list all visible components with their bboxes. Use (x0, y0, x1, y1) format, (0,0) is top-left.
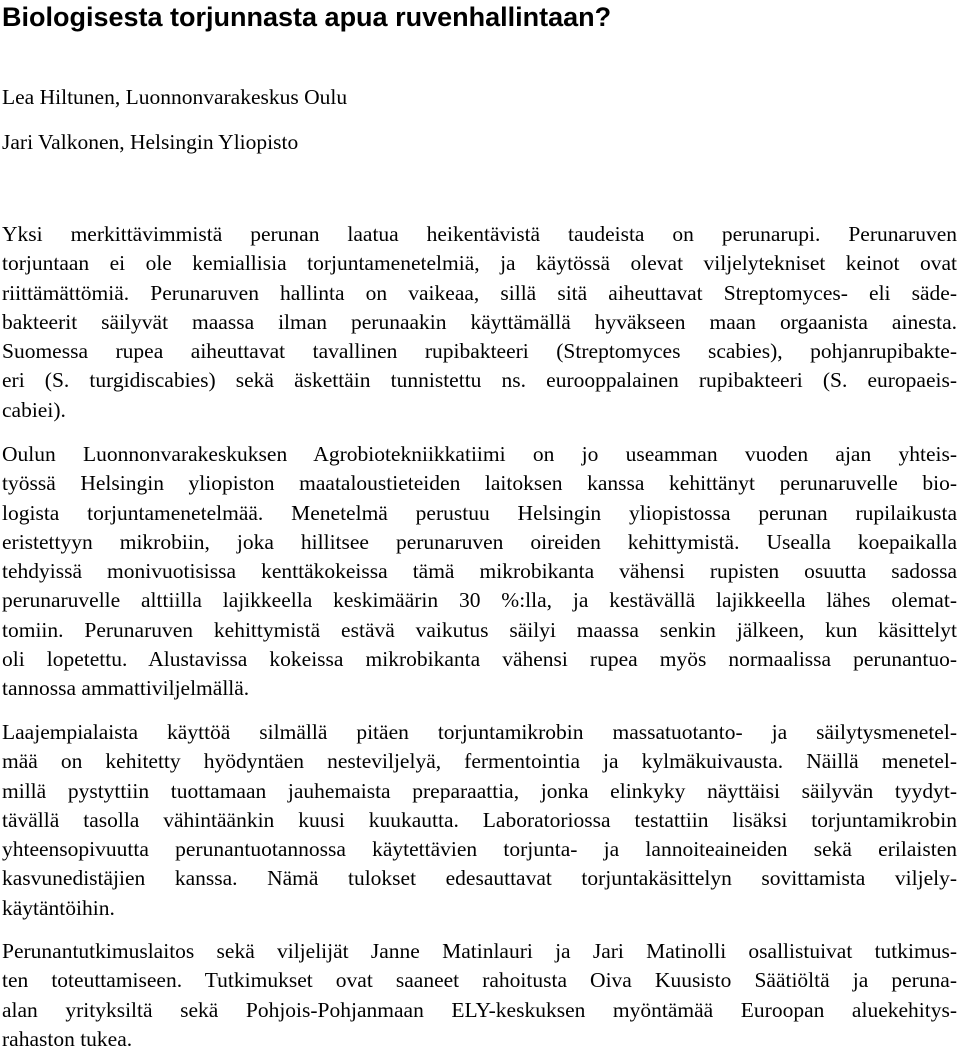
text-line: mää on kehitetty hyödyntäen nesteviljelyä, fermentointia ja kylmäkuivausta. Näillä menetel- (2, 749, 957, 774)
author-line-1: Lea Hiltunen, Luonnonvarakeskus Oulu (2, 85, 348, 109)
paragraph-intro (2, 220, 957, 425)
paragraph-production (2, 718, 957, 923)
text-line: millä pystyttiin tuottamaan jauhemaista preparaattia, jonka elinkyky näyttäisi säilyvän tyydyt- (2, 778, 957, 803)
text-line: eristettyyn mikrobiin, joka hillitsee perunaruven oireiden kehittymistä. Usealla koepaikalla (2, 529, 957, 554)
text-line: riittämättömiä. Perunaruven hallinta on vaikeaa, sillä sitä aiheuttavat Streptomyces- eli säde- (2, 280, 957, 305)
text-line: ten toteuttamiseen. Tutkimukset ovat saaneet rahoitusta Oiva Kuusisto Säätiöltä ja peruna- (2, 968, 957, 993)
text-line: tehdyissä monivuotisissa kenttäkokeissa tämä mikrobikanta vähensi rupisten osuutta sadossa (2, 559, 957, 584)
text-line: tomiin. Perunaruven kehittymistä estävä vaikutus säilyi maassa senkin jälkeen, kun käsittelyt (2, 617, 957, 642)
text-line: Oulun Luonnonvarakeskuksen Agrobiotekniikkatiimi on jo useamman vuoden ajan yhteis- (2, 442, 957, 466)
text-line: oli lopetettu. Alustavissa kokeissa mikrobikanta vähensi rupea myös normaalissa perunantuo- (2, 647, 957, 672)
text-line: kasvunedistäjien kanssa. Nämä tulokset edesauttavat torjuntakäsittelyn sovittamista viljely- (2, 866, 957, 891)
text-line: Perunantutkimuslaitos sekä viljelijät Janne Matinlauri ja Jari Matinolli osallistuivat tutkimus- (2, 939, 957, 963)
text-line: Suomessa rupea aiheuttavat tavallinen rupibakteeri (Streptomyces scabies), pohjanrupibakte- (2, 339, 957, 364)
text-line: torjuntaan ei ole kemiallisia torjuntamenetelmiä, ja käytössä olevat viljelytekniset keinot ovat (2, 251, 957, 276)
text-line: tannossa ammattiviljelmällä. (2, 676, 250, 701)
paragraph-research (2, 440, 957, 704)
text-line: rahaston tukea. (2, 1026, 133, 1051)
author-line-2: Jari Valkonen, Helsingin Yliopisto (2, 130, 299, 154)
text-line: logista torjuntamenetelmää. Menetelmä perustuu Helsingin yliopistossa perunan rupilaikusta (2, 500, 957, 525)
text-line: työssä Helsingin yliopiston maataloustieteiden laitoksen kanssa kehittänyt perunaruvelle bio- (2, 471, 957, 496)
text-line: Laajempialaista käyttöä silmällä pitäen torjuntamikrobin massatuotanto- ja säilytysmenetel- (2, 720, 957, 744)
text-line: cabiei). (2, 397, 66, 422)
text-line: Yksi merkittävimmistä perunan laatua heikentävistä taudeista on perunarupi. Perunaruven (2, 222, 957, 246)
text-line: bakteerit säilyvät maassa ilman perunaakin käyttämällä hyväkseen maan orgaanista ainesta. (2, 309, 957, 334)
text-line: käytäntöihin. (2, 895, 115, 920)
article-title: Biologisesta torjunnasta apua ruvenhallintaan? (2, 2, 612, 32)
text-line: tävällä tasolla vähintäänkin kuusi kuukautta. Laboratoriossa testattiin lisäksi torjuntamikrobin (2, 807, 957, 832)
text-line: alan yrityksiltä sekä Pohjois-Pohjanmaan ELY-keskuksen myöntämää Euroopan aluekehitys- (2, 997, 957, 1022)
text-line: perunaruvelle alttiilla lajikkeella keskimäärin 30 %:lla, ja kestävällä lajikkeella lähes olemat- (2, 588, 957, 613)
text-line: yhteensopivuutta perunantuotannossa käytettävien torjunta- ja lannoiteaineiden sekä erilaisten (2, 837, 957, 862)
paragraph-acknowledgements (2, 937, 957, 1054)
text-line: eri (S. turgidiscabies) sekä äskettäin tunnistettu ns. eurooppalainen rupibakteeri (S. europaeis- (2, 368, 957, 393)
